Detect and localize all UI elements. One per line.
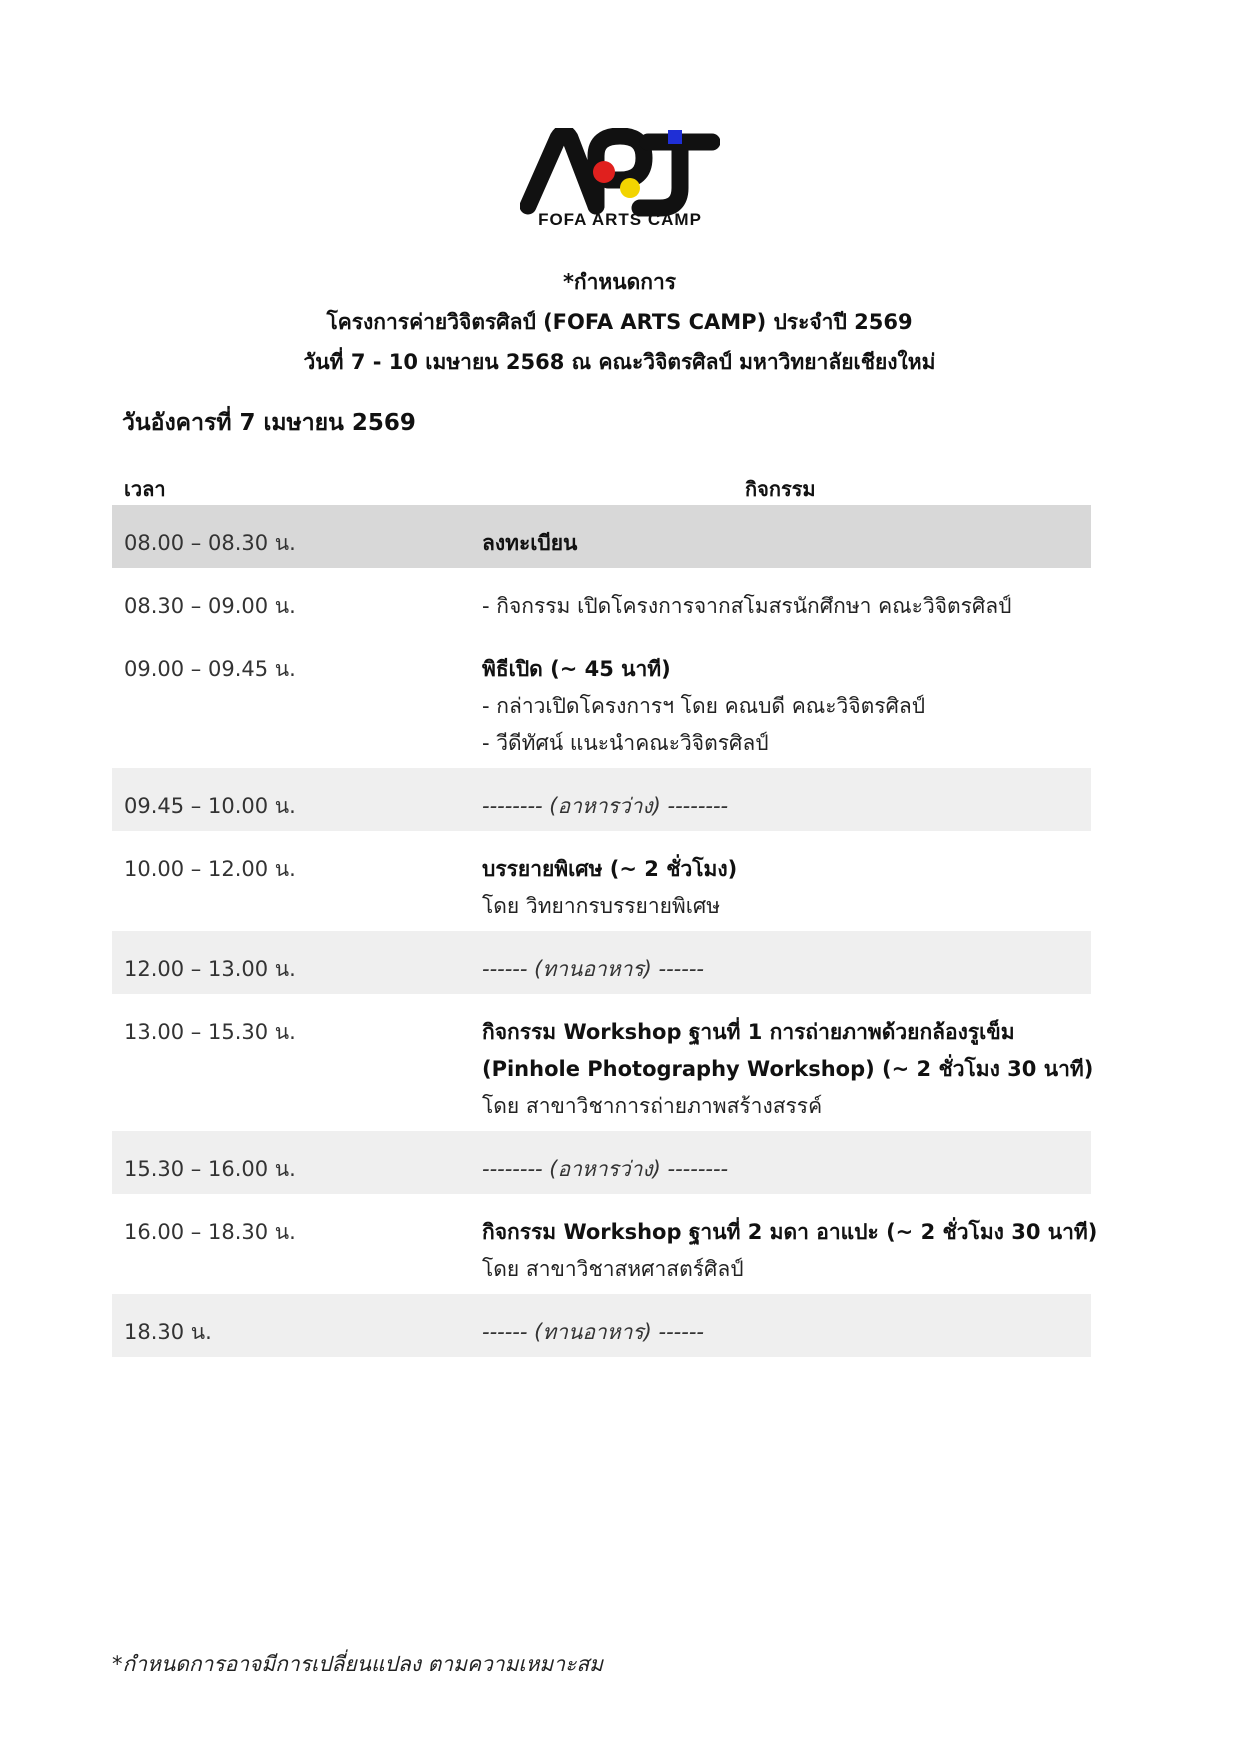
row-activity	[482, 788, 1082, 825]
row-activity	[482, 525, 1082, 562]
logo-blue-square	[668, 130, 682, 144]
activity-line: - กล่าวเปิดโครงการฯ โดย คณบดี คณะวิจิตรศิลป์	[482, 694, 926, 718]
row-time: 12.00 – 13.00 น.	[124, 957, 296, 981]
row-activity	[482, 951, 1082, 988]
schedule-row	[112, 1194, 1098, 1294]
event-dates-venue: วันที่ 7 - 10 เมษายน 2568 ณ คณะวิจิตรศิลป์ มหาวิทยาลัยเชียงใหม่	[303, 350, 936, 374]
activity-line: -------- (อาหารว่าง) --------	[482, 794, 729, 818]
row-activity	[482, 588, 1082, 625]
column-header-activity: กิจกรรม	[745, 477, 816, 501]
schedule-table	[112, 505, 1098, 1357]
row-time: 09.45 – 10.00 น.	[124, 794, 296, 818]
row-activity	[482, 851, 1082, 925]
schedule-row	[112, 994, 1094, 1131]
activity-line: โดย วิทยากรบรรยายพิเศษ	[482, 894, 721, 918]
schedule-row	[112, 568, 1091, 631]
project-title: โครงการค่ายวิจิตรศิลป์ (FOFA ARTS CAMP) ประจำปี 2569	[326, 310, 913, 334]
schedule-row	[112, 831, 1091, 931]
activity-line: พิธีเปิด (~ 45 นาที)	[482, 657, 671, 681]
schedule-row	[112, 505, 1091, 568]
activity-line: กิจกรรม Workshop ฐานที่ 2 มดา อาแปะ (~ 2 ชั่วโมง 30 นาที)	[482, 1220, 1098, 1244]
row-time: 09.00 – 09.45 น.	[124, 657, 296, 681]
row-time: 08.30 – 09.00 น.	[124, 594, 296, 618]
day-title: วันอังคารที่ 7 เมษายน 2569	[122, 410, 416, 436]
activity-line: โดย สาขาวิชาสหศาสตร์ศิลป์	[482, 1257, 744, 1281]
row-time: 15.30 – 16.00 น.	[124, 1157, 296, 1181]
row-activity	[482, 1151, 1082, 1188]
row-activity	[482, 1014, 1094, 1125]
schedule-row	[112, 1294, 1091, 1357]
row-time: 13.00 – 15.30 น.	[124, 1020, 296, 1044]
row-time: 08.00 – 08.30 น.	[124, 531, 296, 555]
activity-line: - วีดีทัศน์ แนะนำคณะวิจิตรศิลป์	[482, 731, 769, 755]
activity-line: ------ (ทานอาหาร) ------	[482, 957, 704, 981]
schedule-row	[112, 931, 1091, 994]
activity-line: (Pinhole Photography Workshop) (~ 2 ชั่วโมง 30 นาที)	[482, 1057, 1094, 1081]
logo-yellow-dot	[620, 178, 640, 198]
activity-line: - กิจกรรม เปิดโครงการจากสโมสรนักศึกษา คณะวิจิตรศิลป์	[482, 594, 1012, 618]
schedule-row	[112, 768, 1091, 831]
logo-red-dot	[593, 161, 615, 183]
footnote: *กำหนดการอาจมีการเปลี่ยนแปลง ตามความเหมาะสม	[112, 1652, 604, 1676]
logo-letter-a	[528, 133, 596, 206]
row-activity	[482, 651, 1082, 762]
activity-line: โดย สาขาวิชาการถ่ายภาพสร้างสรรค์	[482, 1094, 823, 1118]
schedule-row	[112, 1131, 1091, 1194]
row-time: 10.00 – 12.00 น.	[124, 857, 296, 881]
activity-line: กิจกรรม Workshop ฐานที่ 1 การถ่ายภาพด้วยกล้องรูเข็ม	[482, 1020, 1015, 1044]
row-time: 16.00 – 18.30 น.	[124, 1220, 296, 1244]
column-header-time: เวลา	[124, 477, 166, 501]
schedule-row	[112, 631, 1091, 768]
activity-line: บรรยายพิเศษ (~ 2 ชั่วโมง)	[482, 857, 738, 881]
row-time: 18.30 น.	[124, 1320, 212, 1344]
row-activity	[482, 1214, 1098, 1288]
logo-caption: FOFA ARTS CAMP	[538, 210, 702, 229]
schedule-label: *กำหนดการ	[562, 270, 677, 294]
activity-line: ------ (ทานอาหาร) ------	[482, 1320, 704, 1344]
activity-line: ลงทะเบียน	[482, 531, 578, 555]
row-activity	[482, 1314, 1082, 1351]
activity-line: -------- (อาหารว่าง) --------	[482, 1157, 729, 1181]
